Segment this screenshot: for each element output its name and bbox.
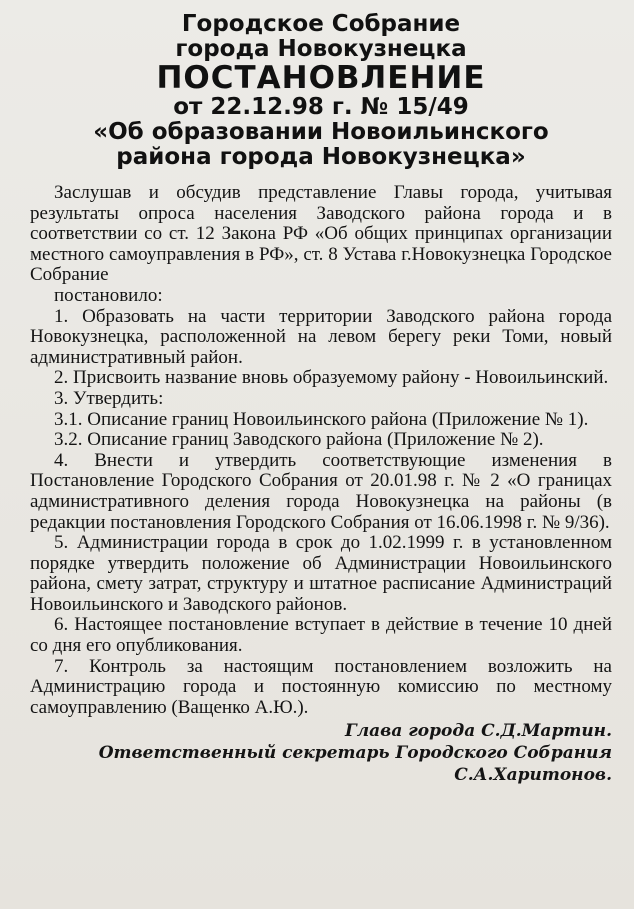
date-number: от 22.12.98 г. № 15/49 <box>173 94 469 120</box>
title-line-1: «Об образовании Новоильинского <box>93 119 549 145</box>
document-header <box>30 12 612 170</box>
document-body <box>30 183 612 718</box>
preamble: Заслушав и обсудив представление Главы города, учитывая результаты опроса населения Заводского района города и в соответствии со ст. 12 Закона РФ «Об общих принципах организации местного самоуправления в РФ», ст. 8 Устава г.Новокузнецка Городское Собрание <box>30 182 612 286</box>
item-1: 1. Образовать на части территории Заводского района города Новокузнецка, расположенной на левом берегу реки Томи, новый административный район. <box>30 305 612 368</box>
item-6: 6. Настоящее постановление вступает в действие в течение 10 дней со дня его опубликования. <box>30 614 612 657</box>
document-type: ПОСТАНОВЛЕНИЕ <box>156 60 486 96</box>
title-line-2: района города Новокузнецка» <box>116 144 526 170</box>
secretary-name: С.А.Харитонов. <box>454 765 612 786</box>
item-2: 2. Присвоить название вновь образуемому району - Новоильинский. <box>54 367 609 389</box>
item-5: 5. Администрации города в срок до 1.02.1999 г. в установленном порядке утвердить положение об Администрации Новоильинского района, смету затрат, структуру и штатное расписание Администраций Новоильинского и Заводского районов. <box>30 532 612 615</box>
item-4: 4. Внести и утвердить соответствующие изменения в Постановление Городского Собрания от 20.01.98 г. № 2 «О границах административного деления города Новокузнецка на районы (в редакции постановления Городского Собрания от 16.06.1998 г. № 9/36). <box>30 449 612 533</box>
item-3: 3. Утвердить: <box>54 387 164 409</box>
item-7: 7. Контроль за настоящим постановлением возложить на Администрацию города и постоянную комиссию по местному самоуправлению (Ващенко А.Ю.). <box>30 655 612 718</box>
decided-label: постановило: <box>54 284 163 306</box>
item-3-2: 3.2. Описание границ Заводского района (Приложение № 2). <box>54 429 544 451</box>
signature-block <box>30 720 612 786</box>
secretary-title: Ответственный секретарь Городского Собрания <box>98 743 612 764</box>
issuer-line-2: города Новокузнецка <box>175 36 467 62</box>
item-3-1: 3.1. Описание границ Новоильинского района (Приложение № 1). <box>54 408 589 430</box>
issuer-line-1: Городское Собрание <box>181 11 461 37</box>
head-signature: Глава города С.Д.Мартин. <box>344 721 612 742</box>
